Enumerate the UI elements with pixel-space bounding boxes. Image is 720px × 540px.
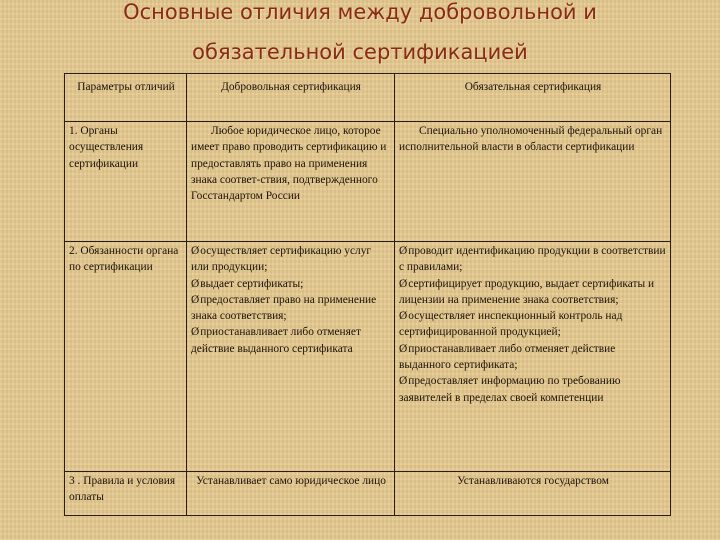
row-mandatory-cell: Специально уполномоченный федеральный орган исполнительной власти в области сертификации: [395, 122, 671, 242]
row-param-cell: 1. Органы осуществления сертификации: [65, 122, 187, 242]
arrow-bullet-icon: Ø: [399, 375, 408, 388]
table-row: [65, 472, 671, 516]
header-cell-voluntary: Добровольная сертификация: [187, 74, 395, 122]
arrow-bullet-icon: Ø: [191, 245, 200, 257]
arrow-bullet-icon: Ø: [191, 326, 200, 339]
list-item: Øпредоставляет право на применение знака соответствия;: [191, 293, 377, 323]
row-mandatory-cell: [395, 242, 671, 472]
row-param-cell: 2. Обязанности органа по сертификации: [65, 242, 187, 472]
arrow-bullet-icon: Ø: [399, 277, 408, 290]
page-title-line1: Основные отличия между добровольной и: [123, 0, 597, 24]
arrow-bullet-icon: Ø: [191, 293, 200, 306]
header-cell-params: Параметры отличий: [65, 74, 187, 122]
table-header-row: [65, 74, 671, 122]
table-row: [65, 242, 671, 472]
list-item: Øвыдает сертификаты;: [191, 277, 304, 290]
row-voluntary-cell: Любое юридическое лицо, которое имеет право проводить сертификацию и предоставлять право на применения знака соответ-ствия, подтвержденного Госстандартом России: [187, 122, 395, 242]
row-param-cell: 3 . Правила и условия оплаты: [65, 472, 187, 516]
comparison-table: [64, 73, 671, 516]
list-item: Øсертифицирует продукцию, выдает сертификаты и лицензии на применение знака соответствия;: [399, 277, 655, 306]
arrow-bullet-icon: Ø: [399, 310, 408, 323]
list-item: Øприостанавливает либо отменяет действие выданного сертификата: [191, 326, 361, 355]
row-mandatory-cell: Устанавливаются государством: [395, 472, 671, 516]
list-item: Øпроводит идентификацию продукции в соответствии с правилами;: [399, 245, 666, 274]
arrow-bullet-icon: Ø: [399, 245, 408, 257]
page-title-line2: обязательной сертификацией: [192, 40, 528, 64]
row-voluntary-cell: Устанавливает само юридическое лицо: [187, 472, 395, 516]
list-item: Øосуществляет инспекционный контроль над сертифицированной продукцией;: [399, 310, 623, 339]
row-voluntary-cell: [187, 242, 395, 472]
list-item: Øпредоставляет информацию по требованию заявителей в пределах своей компетенции: [399, 375, 621, 404]
arrow-bullet-icon: Ø: [191, 277, 200, 290]
header-cell-mandatory: Обязательная сертификация: [395, 74, 671, 122]
list-item: Øосуществляет сертификацию услуг или продукции;: [191, 245, 372, 274]
arrow-bullet-icon: Ø: [399, 342, 408, 355]
list-item: Øприостанавливает либо отменяет действие выданного сертификата;: [399, 342, 616, 372]
table-row: [65, 122, 671, 242]
